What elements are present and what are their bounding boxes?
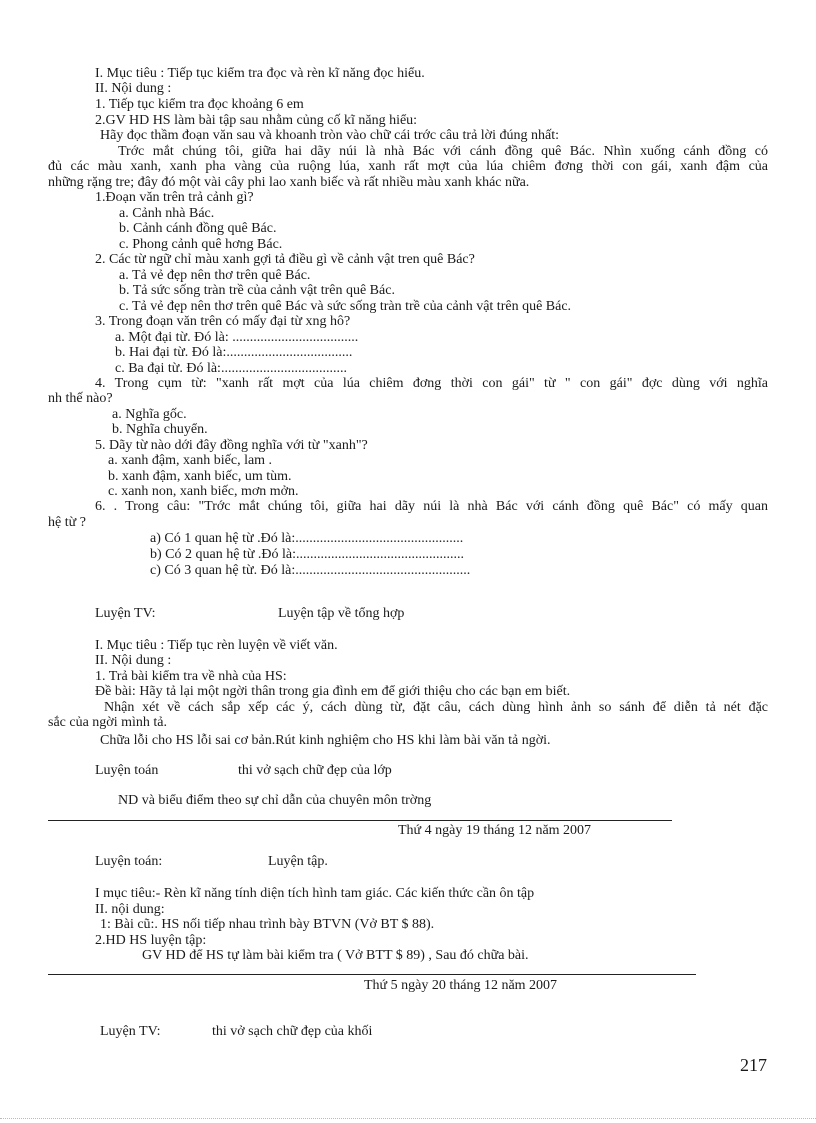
passage-line-3: những rặng tre; đây đó một vài cây phi lao xanh biếc và rất nhiều màu xanh khác nữa. [48, 175, 530, 190]
content-item-2: 2.GV HD HS làm bài tập sau nhằm củng cố kĩ năng hiểu: [95, 113, 418, 128]
date-heading: Thứ 4 ngày 19 tháng 12 năm 2007 [398, 823, 592, 838]
objective-line: I. Mục tiêu : Tiếp tục kiểm tra đọc và rèn kĩ năng đọc hiểu. [95, 66, 425, 81]
question-1: 1.Đoạn văn trên trả cảnh gì? [95, 190, 254, 205]
answer-1b: b. Cảnh cánh đồng quê Bác. [119, 221, 277, 236]
divider [48, 974, 696, 975]
old-lesson-line: 1: Bài cũ:. HS nối tiếp nhau trình bày BTVN (Vở BT $ 88). [100, 917, 435, 932]
page-number: 217 [740, 1055, 767, 1075]
lesson-title: Luyện tập. [268, 854, 328, 869]
answer-6a: a) Có 1 quan hệ từ .Đó là:................................................ [150, 531, 464, 546]
lesson-title: Luyện tập về tổng hợp [278, 606, 405, 621]
date-heading: Thứ 5 ngày 20 tháng 12 năm 2007 [364, 978, 558, 993]
question-6: 6. . Trong câu: "Trớc mắt chúng tôi, giữa hai dãy núi là nhà Bác với cánh đồng quê Bác" có mấy quan [95, 499, 768, 514]
answer-2b: b. Tả sức sống tràn trề của cảnh vật trên quê Bác. [119, 283, 395, 298]
answer-5b: b. xanh đậm, xanh biếc, um tùm. [108, 469, 292, 484]
content-heading: II. Nội dung : [95, 653, 172, 668]
question-5: 5. Dãy từ nào dới đây đồng nghĩa với từ "xanh"? [95, 438, 368, 453]
content-item-1: 1. Tiếp tục kiểm tra đọc khoảng 6 em [95, 97, 304, 112]
instruction-line: Hãy đọc thầm đoạn văn sau và khoanh tròn vào chữ cái trớc câu trả lời đúng nhất: [100, 128, 559, 143]
answer-5a: a. xanh đậm, xanh biếc, lam . [108, 453, 273, 468]
answer-6b: b) Có 2 quan hệ từ .Đó là:................................................ [150, 547, 465, 562]
lesson-title: thi vở sạch chữ đẹp của lớp [238, 763, 392, 778]
note-line: ND và biểu điểm theo sự chỉ dẫn của chuyên môn trờng [118, 793, 432, 808]
page-bottom-edge [0, 1118, 816, 1119]
practice-heading: 2.HD HS luyện tập: [95, 933, 207, 948]
passage-line-2: đủ các màu xanh, xanh pha vàng của ruộng lúa, xanh rất mợt của lúa chiêm đơng thời con gái, xanh đậm của [48, 159, 768, 174]
question-2: 2. Các từ ngữ chỉ màu xanh gợi tả điều gì về cảnh vật tren quê Bác? [95, 252, 475, 267]
objective-line: I. Mục tiêu : Tiếp tục rèn luyện về viết văn. [95, 638, 338, 653]
essay-prompt: Đề bài: Hãy tả lại một ngời thân trong gia đình em để giới thiệu cho các bạn em biết. [95, 684, 571, 699]
question-4-cont: nh thế nào? [48, 391, 113, 406]
answer-1c: c. Phong cảnh quê hơng Bác. [119, 237, 283, 252]
divider [48, 820, 672, 821]
correction-line: Chữa lỗi cho HS lỗi sai cơ bản.Rút kinh nghiệm cho HS khi làm bài văn tả ngời. [100, 733, 551, 748]
subject-label: Luyện TV: [95, 606, 156, 621]
answer-5c: c. xanh non, xanh biếc, mơn mởn. [108, 484, 299, 499]
feedback-line-2: sắc của ngời mình tả. [48, 715, 167, 730]
answer-3c: c. Ba đại từ. Đó là:.................................... [115, 361, 347, 376]
passage-line-1: Trớc mắt chúng tôi, giữa hai dãy núi là nhà Bác với cánh đồng quê Bác. Nhìn xuống cánh đồng có [118, 144, 768, 159]
answer-6c: c) Có 3 quan hệ từ. Đó là:.................................................. [150, 563, 471, 578]
answer-4b: b. Nghĩa chuyển. [112, 422, 208, 437]
content-item-1: 1. Trả bài kiểm tra về nhà của HS: [95, 669, 287, 684]
answer-2a: a. Tả vẻ đẹp nên thơ trên quê Bác. [119, 268, 311, 283]
question-3: 3. Trong đoạn văn trên có mấy đại từ xng hô? [95, 314, 351, 329]
objective-line: I mục tiêu:- Rèn kĩ năng tính diện tích hình tam giác. Các kiến thức cần ôn tập [95, 886, 535, 901]
answer-3a: a. Một đại từ. Đó là: .................................... [115, 330, 359, 345]
subject-label: Luyện toán: [95, 854, 163, 869]
content-heading: II. Nội dung : [95, 81, 172, 96]
subject-label: Luyện toán [95, 763, 159, 778]
question-4: 4. Trong cụm từ: "xanh rất mợt của lúa chiêm đơng thời con gái" từ " con gái" đợc dùng với nghĩa [95, 376, 768, 391]
answer-1a: a. Cảnh nhà Bác. [119, 206, 215, 221]
answer-2c: c. Tả vẻ đẹp nên thơ trên quê Bác và sức sống tràn trề của cảnh vật trên quê Bác. [119, 299, 572, 314]
answer-3b: b. Hai đại từ. Đó là:.................................... [115, 345, 353, 360]
question-6-cont: hệ từ ? [48, 515, 86, 530]
content-heading: II. nội dung: [95, 902, 165, 917]
subject-label: Luyện TV: [100, 1024, 161, 1039]
answer-4a: a. Nghĩa gốc. [112, 407, 187, 422]
practice-line: GV HD để HS tự làm bài kiểm tra ( Vở BTT $ 89) , Sau đó chữa bài. [142, 948, 529, 963]
feedback-line-1: Nhận xét về cách sắp xếp các ý, cách dùng từ, đặt câu, cách dùng hình ảnh so sánh để diễn tả nét đặc [104, 700, 768, 715]
lesson-title: thi vở sạch chữ đẹp của khối [212, 1024, 373, 1039]
